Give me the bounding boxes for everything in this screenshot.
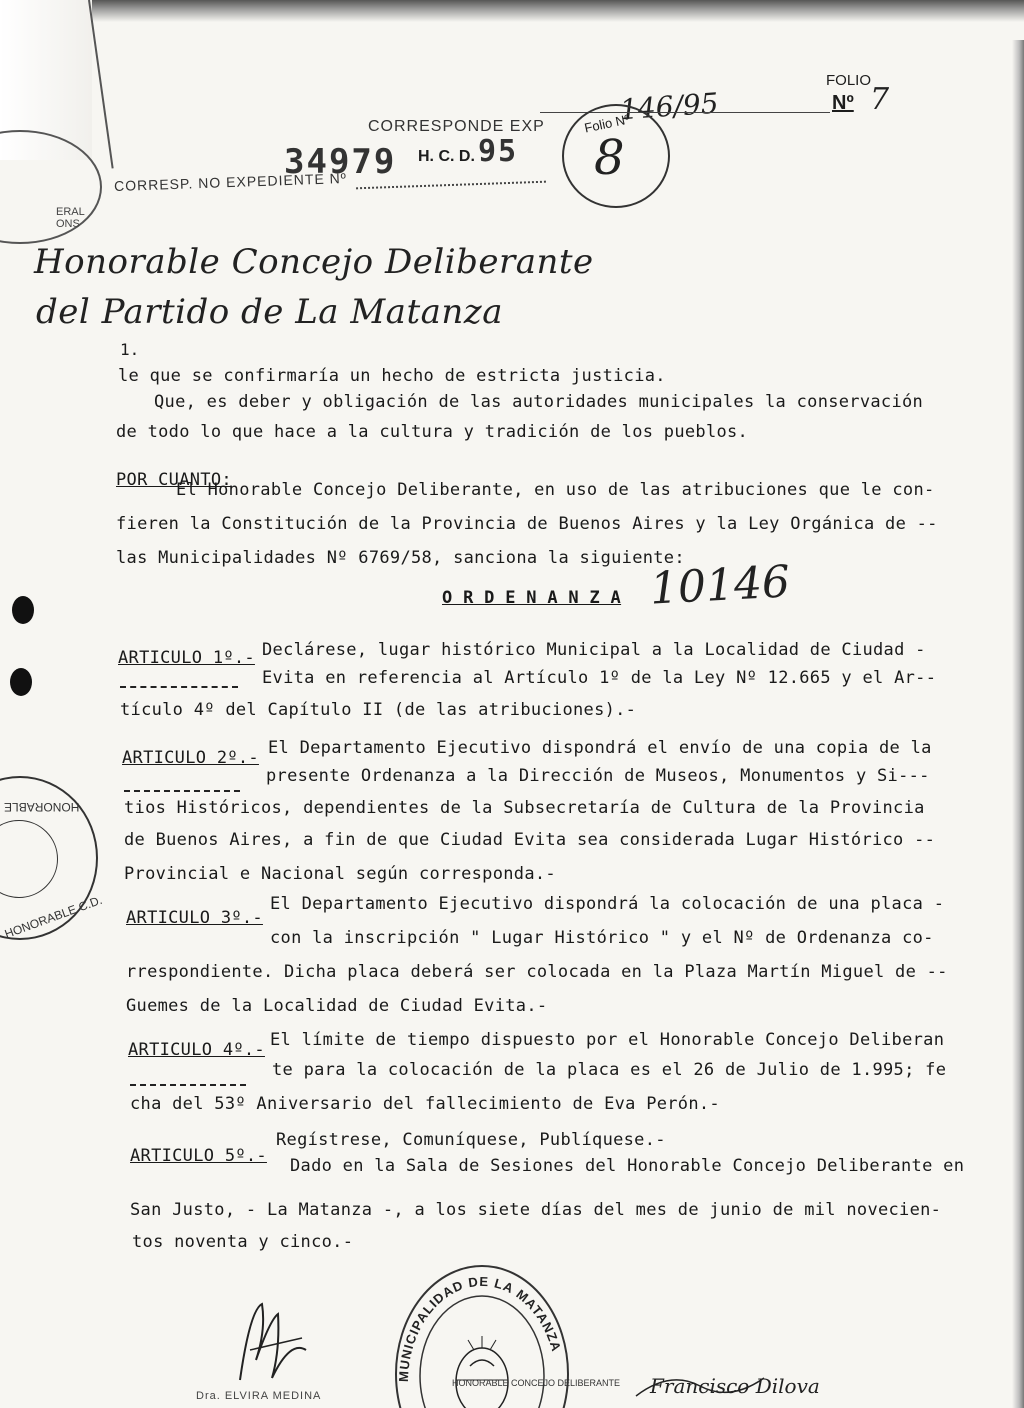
left-signature-scribble	[210, 1290, 330, 1390]
expediente-label: CORRESP. NO EXPEDIENTE Nº	[113, 169, 348, 195]
article-2-line-2: presente Ordenanza a la Dirección de Museos, Monumentos y Si---	[266, 766, 930, 786]
side-stamp-top-text: HONORABLE	[4, 800, 80, 814]
article-1-line-1: Declárese, lugar histórico Municipal a la Localidad de Ciudad -	[262, 640, 926, 660]
ordenanza-title: O R D E N A N Z A	[442, 588, 622, 608]
article-5-line-2: Dado en la Sala de Sesiones del Honorable Concejo Deliberante en	[290, 1156, 965, 1176]
seal-inner-text: HONORABLE CONCEJO DELIBERANTE	[452, 1378, 621, 1388]
paragraph-1: le que se confirmaría un hecho de estricta justicia.	[118, 366, 666, 386]
article-4-line-3: cha del 53º Aniversario del fallecimiento de Eva Perón.-	[130, 1094, 720, 1114]
article-4-label: ARTICULO 4º.-	[128, 1040, 265, 1060]
article-3-label: ARTICULO 3º.-	[126, 908, 263, 928]
article-3-line-3: rrespondiente. Dicha placa deberá ser colocada en la Plaza Martín Miguel de --	[126, 962, 948, 982]
hcd-label: H. C. D.	[418, 148, 475, 165]
right-signature-name: Francisco Dilova	[650, 1374, 820, 1398]
paragraph-3-line-1: El Honorable Concejo Deliberante, en uso de las atribuciones que le con-	[176, 480, 935, 500]
scan-right-edge	[1012, 40, 1024, 1408]
article-2-line-3: tios Históricos, dependientes de la Subsecretaría de Cultura de la Provincia	[124, 798, 925, 818]
corresponde-exp-number: 146/95	[618, 86, 720, 127]
folio-number-prefix: Nº	[832, 92, 854, 114]
paragraph-2-line-1: Que, es deber y obligación de las autoridades municipales la conservación	[154, 392, 924, 412]
article-2-dash	[124, 790, 240, 792]
article-2-line-5: Provincial e Nacional según corresponda.-	[124, 864, 556, 884]
article-1-dash	[120, 686, 238, 688]
article-2-line-4: de Buenos Aires, a fin de que Ciudad Evita sea considerada Lugar Histórico --	[124, 830, 936, 850]
article-1-line-3: tículo 4º del Capítulo II (de las atribuciones).-	[120, 700, 637, 720]
folio-round-stamp-label: Folio Nº	[582, 111, 631, 136]
paragraph-2-line-2: de todo lo que hace a la cultura y tradición de los pueblos.	[116, 422, 749, 442]
corresponde-exp-label: CORRESPONDE EXP	[368, 118, 545, 135]
paragraph-3-line-2: fieren la Constitución de la Provincia de Buenos Aires y la Ley Orgánica de --	[116, 514, 938, 534]
letterhead-line2: del Partido de La Matanza	[36, 292, 503, 332]
seal-ring-text: MUNICIPALIDAD DE LA MATANZA	[395, 1273, 565, 1383]
article-3-line-4: Guemes de la Localidad de Ciudad Evita.-	[126, 996, 548, 1016]
article-4-dash	[130, 1084, 246, 1086]
article-3-line-1: El Departamento Ejecutivo dispondrá la colocación de una placa -	[270, 894, 945, 914]
folio-round-stamp-number: 8	[594, 130, 625, 186]
right-signature-flourish	[630, 1366, 770, 1406]
article-5-line-4: tos noventa y cinco.-	[132, 1232, 354, 1252]
article-2-line-1: El Departamento Ejecutivo dispondrá el envío de una copia de la	[268, 738, 932, 758]
folio-number: 7	[870, 82, 890, 117]
punch-hole-bottom	[10, 668, 32, 696]
article-5-label: ARTICULO 5º.-	[130, 1146, 267, 1166]
page-marker: 1.	[120, 340, 140, 359]
side-stamp-bottom-text: HONORABLE C.D.	[2, 892, 104, 942]
left-partial-stamp-text: ERAL ONS	[56, 206, 85, 230]
expediente-number: 34979	[284, 142, 397, 182]
article-2-label: ARTICULO 2º.-	[122, 748, 259, 768]
paragraph-3-line-3: las Municipalidades Nº 6769/58, sanciona la siguiente:	[116, 548, 685, 568]
folio-label: FOLIO	[826, 72, 872, 89]
article-5-line-1: Regístrese, Comuníquese, Publíquese.-	[276, 1130, 666, 1150]
letterhead-line1: Honorable Concejo Deliberante	[34, 242, 594, 282]
punch-hole-top	[12, 596, 34, 624]
scan-top-edge	[90, 0, 1024, 22]
por-cuanto-heading: POR CUANTO:	[116, 470, 232, 490]
article-1-line-2: Evita en referencia al Artículo 1º de la Ley Nº 12.665 y el Ar--	[262, 668, 937, 688]
article-5-line-3: San Justo, - La Matanza -, a los siete días del mes de junio de mil novecien-	[130, 1200, 942, 1220]
article-4-line-2: te para la colocación de la placa es el 26 de Julio de 1.995; fe	[272, 1060, 947, 1080]
article-4-line-1: El límite de tiempo dispuesto por el Honorable Concejo Deliberan	[270, 1030, 945, 1050]
left-signature-name: Dra. ELVIRA MEDINA	[196, 1390, 322, 1402]
article-3-line-2: con la inscripción " Lugar Histórico " y el Nº de Ordenanza co-	[270, 928, 934, 948]
article-1-label: ARTICULO 1º.-	[118, 648, 255, 668]
ordenanza-number: 10146	[648, 556, 792, 615]
hcd-year: 95	[478, 134, 519, 169]
